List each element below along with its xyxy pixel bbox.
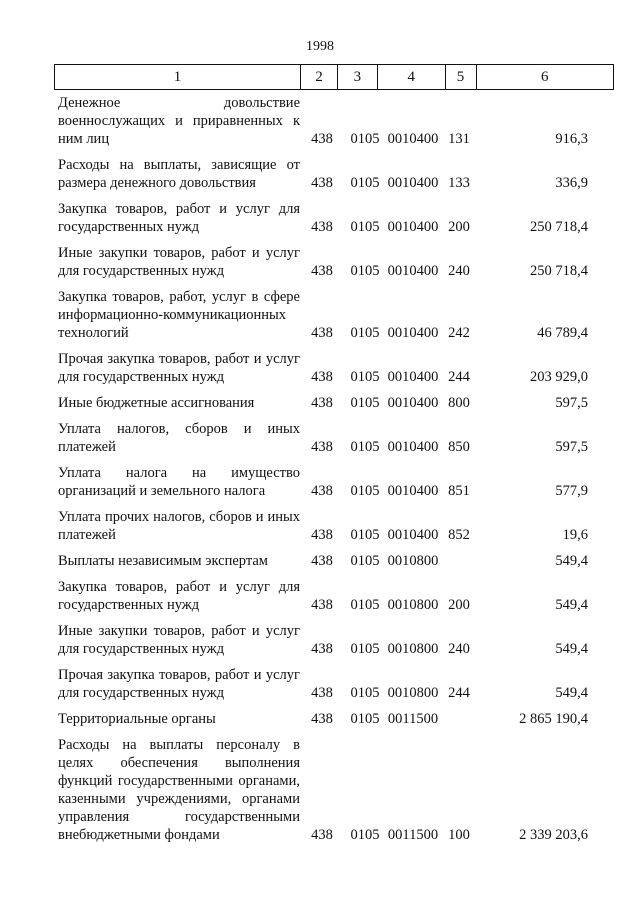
- row-expense-type: 133: [448, 175, 470, 191]
- row-name: Иные закупки товаров, работ и услуг для государственных нужд: [58, 245, 300, 279]
- row-target-article: 0010400: [387, 483, 439, 499]
- table-row: [0, 666, 640, 702]
- row-name: Денежное довольствие военнослужащих и приравненных к ним лиц: [58, 95, 300, 147]
- table-row: [0, 736, 640, 844]
- row-section-code: 0105: [350, 827, 380, 843]
- table-row: [0, 350, 640, 386]
- row-target-article: 0011500: [387, 711, 439, 727]
- row-name: Закупка товаров, работ, услуг в сфере информационно-коммуникационных технологий: [58, 289, 300, 341]
- row-section-code: 0105: [350, 131, 380, 147]
- row-grbs-code: 438: [311, 219, 333, 235]
- row-section-code: 0105: [350, 527, 380, 543]
- row-target-article: 0010400: [387, 175, 439, 191]
- table-row: [0, 710, 640, 728]
- row-name: Иные бюджетные ассигнования: [58, 395, 255, 411]
- row-expense-type: 240: [448, 641, 470, 657]
- row-expense-type: 851: [448, 483, 470, 499]
- row-grbs-code: 438: [311, 439, 333, 455]
- row-expense-type: 850: [448, 439, 470, 455]
- header-col-6: 6: [541, 69, 549, 85]
- row-section-code: 0105: [350, 685, 380, 701]
- row-grbs-code: 438: [311, 263, 333, 279]
- row-name: Закупка товаров, работ и услуг для государственных нужд: [58, 201, 300, 235]
- row-expense-type: 242: [448, 325, 470, 341]
- row-name: Закупка товаров, работ и услуг для государственных нужд: [58, 579, 300, 613]
- row-target-article: 0010800: [387, 597, 439, 613]
- row-section-code: 0105: [350, 597, 380, 613]
- row-amount: 250 718,4: [530, 263, 588, 279]
- table-row: [0, 200, 640, 236]
- row-amount: 2 865 190,4: [519, 711, 588, 727]
- row-amount: 549,4: [555, 597, 588, 613]
- table-row: [0, 622, 640, 658]
- header-col-3: 3: [338, 65, 378, 89]
- page-number: 1998: [306, 39, 334, 54]
- table-row: [0, 578, 640, 614]
- row-name: Территориальные органы: [58, 711, 216, 727]
- table-row: [0, 156, 640, 192]
- row-amount: 19,6: [562, 527, 588, 543]
- row-section-code: 0105: [350, 325, 380, 341]
- row-target-article: 0010400: [387, 439, 439, 455]
- row-section-code: 0105: [350, 553, 380, 569]
- row-grbs-code: 438: [311, 369, 333, 385]
- row-grbs-code: 438: [311, 827, 333, 843]
- row-grbs-code: 438: [311, 131, 333, 147]
- row-section-code: 0105: [350, 395, 380, 411]
- row-grbs-code: 438: [311, 175, 333, 191]
- row-target-article: 0010800: [387, 553, 439, 569]
- row-expense-type: 100: [448, 827, 470, 843]
- row-name: Выплаты независимым экспертам: [58, 553, 268, 569]
- row-name: Уплата прочих налогов, сборов и иных платежей: [58, 509, 300, 543]
- row-target-article: 0010400: [387, 219, 439, 235]
- row-grbs-code: 438: [311, 325, 333, 341]
- row-name: Уплата налога на имущество организаций и земельного налога: [58, 465, 300, 499]
- row-section-code: 0105: [350, 263, 380, 279]
- row-expense-type: 240: [448, 263, 470, 279]
- row-amount: 597,5: [555, 439, 588, 455]
- row-name: Прочая закупка товаров, работ и услуг для государственных нужд: [58, 351, 300, 385]
- row-grbs-code: 438: [311, 597, 333, 613]
- table-row: [0, 94, 640, 148]
- row-expense-type: 200: [448, 597, 470, 613]
- budget-table-body: [0, 94, 640, 852]
- row-expense-type: 244: [448, 369, 470, 385]
- row-expense-type: 200: [448, 219, 470, 235]
- row-section-code: 0105: [350, 219, 380, 235]
- row-grbs-code: 438: [311, 685, 333, 701]
- row-amount: 916,3: [555, 131, 588, 147]
- row-amount: 549,4: [555, 641, 588, 657]
- row-grbs-code: 438: [311, 527, 333, 543]
- row-grbs-code: 438: [311, 553, 333, 569]
- row-amount: 549,4: [555, 553, 588, 569]
- table-row: [0, 394, 640, 412]
- row-name: Уплата налогов, сборов и иных платежей: [58, 421, 300, 455]
- row-expense-type: 244: [448, 685, 470, 701]
- row-section-code: 0105: [350, 369, 380, 385]
- row-target-article: 0010400: [387, 263, 439, 279]
- row-target-article: 0010400: [387, 131, 439, 147]
- row-grbs-code: 438: [311, 641, 333, 657]
- row-section-code: 0105: [350, 439, 380, 455]
- row-section-code: 0105: [350, 483, 380, 499]
- row-amount: 336,9: [555, 175, 588, 191]
- header-col-2: 2: [301, 65, 338, 89]
- row-target-article: 0010800: [387, 685, 439, 701]
- row-target-article: 0010800: [387, 641, 439, 657]
- row-section-code: 0105: [350, 641, 380, 657]
- header-col-1: 1: [55, 65, 301, 89]
- row-name: Иные закупки товаров, работ и услуг для государственных нужд: [58, 623, 300, 657]
- header-col-5: 5: [446, 65, 477, 89]
- table-row: [0, 288, 640, 342]
- row-target-article: 0010400: [387, 369, 439, 385]
- row-amount: 250 718,4: [530, 219, 588, 235]
- row-grbs-code: 438: [311, 711, 333, 727]
- row-target-article: 0010400: [387, 527, 439, 543]
- row-name: Прочая закупка товаров, работ и услуг для государственных нужд: [58, 667, 300, 701]
- row-amount: 203 929,0: [530, 369, 588, 385]
- row-expense-type: 800: [448, 395, 470, 411]
- row-target-article: 0010400: [387, 325, 439, 341]
- table-row: [0, 552, 640, 570]
- header-col-4: 4: [378, 65, 446, 89]
- table-header: [54, 64, 614, 90]
- row-expense-type: 131: [448, 131, 470, 147]
- row-grbs-code: 438: [311, 483, 333, 499]
- row-amount: 597,5: [555, 395, 588, 411]
- row-grbs-code: 438: [311, 395, 333, 411]
- table-row: [0, 508, 640, 544]
- row-section-code: 0105: [350, 175, 380, 191]
- table-row: [0, 464, 640, 500]
- row-target-article: 0010400: [387, 395, 439, 411]
- row-target-article: 0011500: [387, 827, 439, 843]
- row-section-code: 0105: [350, 711, 380, 727]
- row-expense-type: 852: [448, 527, 470, 543]
- row-amount: 549,4: [555, 685, 588, 701]
- row-amount: 2 339 203,6: [519, 827, 588, 843]
- row-amount: 46 789,4: [537, 325, 588, 341]
- table-row: [0, 244, 640, 280]
- row-name: Расходы на выплаты, зависящие от размера денежного довольствия: [58, 157, 300, 191]
- row-name: Расходы на выплаты персоналу в целях обеспечения выполнения функций государственными органами, казенными учреждениями, органами управления государственными внебюджетными фондами: [58, 737, 300, 843]
- table-row: [0, 420, 640, 456]
- row-amount: 577,9: [555, 483, 588, 499]
